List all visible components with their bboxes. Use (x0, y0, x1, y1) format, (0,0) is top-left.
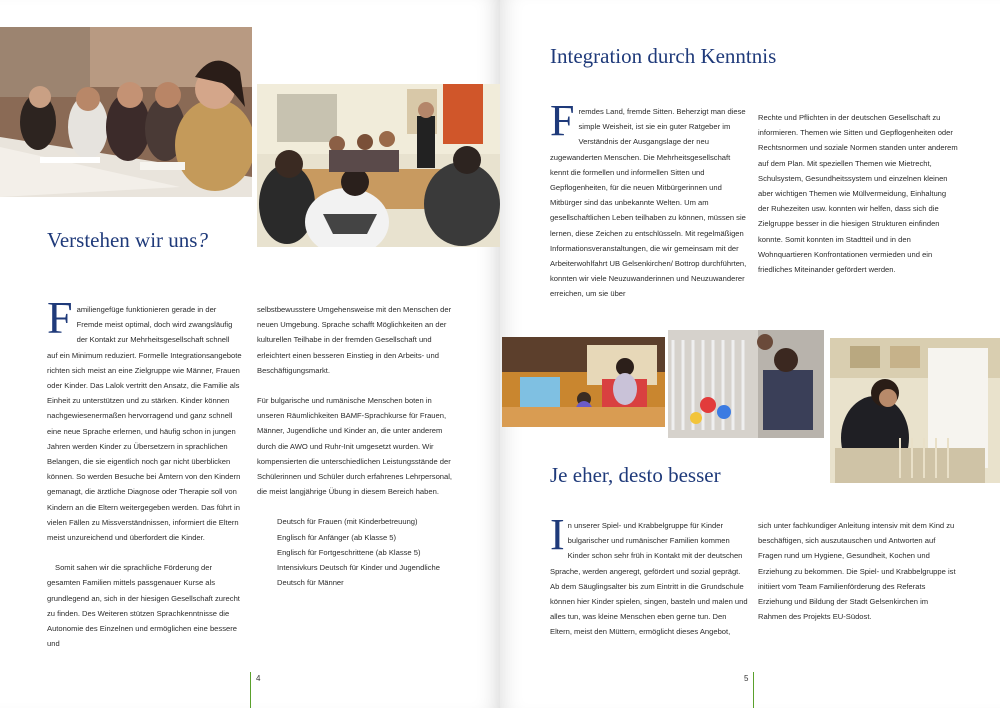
right-bottom-column-2 (758, 518, 958, 624)
heading-text: Verstehen wir uns (47, 228, 198, 252)
drop-cap: I (550, 510, 565, 559)
page-number-text: 5 (744, 674, 749, 683)
course-list (257, 514, 457, 590)
page-number-text: 4 (256, 674, 261, 683)
paragraph: Für bulgarische und rumänische Menschen boten in unseren Räumlichkeiten BAMF-Sprachkurse für Frauen, Männer, Jugendliche und Kinder an, die unter anderem durch die AWO und Ruhr-Init umgesetzt wurden. Wir kompensierten die unterschiedlichen Leistungsstände der Schülerinnen und Schüler durch erfahrenes Lehrpersonal, die meist langjährige Übung in diesem Bereich haben. (257, 396, 453, 497)
paragraph (550, 96, 748, 302)
list-item: Englisch für Anfänger (ab Klasse 5) (277, 532, 397, 542)
page-number (744, 672, 754, 708)
right-bottom-column-1 (550, 510, 750, 640)
paragraph: Somit sahen wir die sprachliche Förderung der gesamten Familien mittels passgenauer Kurse als grundlegend an, sich in der hiesigen Gesellschaft zurecht zu finden. Des Weiteren stützen Sprachkenntnisse die Autonomie des Einzelnen und ermöglichen eine bessere und (47, 563, 240, 649)
list-item: Deutsch für Frauen (mit Kinderbetreuung) (277, 517, 418, 527)
photo-playroom-3 (830, 338, 1000, 483)
list-item: Englisch für Fortgeschrittene (ab Klasse 5) (277, 547, 421, 557)
drop-cap: F (47, 292, 73, 343)
drop-cap: F (550, 96, 575, 145)
section-heading-je-eher: Je eher, desto besser (550, 463, 721, 487)
list-item: Deutsch für Männer (277, 578, 344, 588)
paragraph (550, 510, 750, 640)
photo-playroom-2 (668, 330, 824, 438)
list-item: Intensivkurs Deutsch für Kinder und Jugendliche (277, 563, 440, 573)
section-heading-verstehen (47, 228, 208, 253)
paragraph-text: remdes Land, fremde Sitten. Beherzigt man diese simple Weisheit, ist sie ein guter Ratgeber im Verständnis der Ausgangslage der neu zugewanderten Menschen. Die Mehrheitsgesellschaft kennt die formellen und informellen Sitten und Gepflogenheiten, für die neuen Mitbürgerinnen und Mitbürger sind das unbekannte Welten. Um am gesellschaftlichen Leben teilhaben zu können, müssen sie lernen, diese Zeichen zu entschlüsseln. Mit regelmäßigen Informationsveranstaltungen, die wir gemeinsam mit der Arbeiterwohlfahrt UB Gelsenkirchen/ Bottrop durchführten, konnten wir viele Neuzuwanderinnen und Neuzuwanderer erreichen, um sie über (550, 107, 747, 299)
photo-playroom-1 (502, 337, 665, 427)
paragraph (47, 292, 242, 545)
left-column-2 (257, 302, 457, 590)
paragraph-text: amiliengefüge funktionieren gerade in der Fremde meist optimal, doch wird zwangsläufig der Kontakt zur Mehrheitsgesellschaft schnell auf ein Minimum reduziert. Formelle Integrationsangebote richten sich meist an eine Zielgruppe wie Männer, Frauen oder Kinder. Das Lalok vertritt den Ansatz, die Familie als Einheit zu unterstützen und zu stärken. Kinder können nachgewiesenermaßen hervorragend und ganz schnell eine neue Sprache erlernen, und häufig schon in jungen Jahren werden Kinder zu Übersetzern in sprachlichen Belangen, die sie eigentlich noch gar nicht überblicken können. So werden Besuche bei Ämtern von den Kindern gemanagt, die ärztliche Diagnose oder Therapie soll von Kindern an die Eltern weitergegeben werden. Das führt in vielen Fällen zu Missverständnissen, informiert die Eltern meist unzureichend und überfordert die Kinder. (47, 305, 242, 543)
right-page (500, 0, 1000, 708)
heading-question-mark: ? (197, 228, 208, 252)
paragraph: sich unter fachkundiger Anleitung intensiv mit dem Kind zu beschäftigen, sich auszutauschen und Antworten auf Fragen rund um Hygiene, Gesundheit, Kochen und Erziehung zu bekommen. Die Spiel- und Krabbelgruppe ist initiiert vom Team Familienförderung des Referats Erziehung und Bildung der Stadt Gelsenkirchen im Rahmen des Projekts EU-Südost. (758, 521, 956, 622)
photo-men-seminar (257, 84, 503, 247)
right-top-column-1 (550, 96, 748, 302)
paragraph: Rechte und Pflichten in der deutschen Gesellschaft zu informieren. Themen wie Sitten und Gepflogenheiten oder Rechtsnormen und soziale Normen standen unter anderem auf dem Plan. Mit speziellen Themen wie Mietrecht, Schulsystem, Gesundheitssystem und einzelnen kleinen aber wichtigen Themen wie Müllvermeidung, Einhaltung der Ruhezeiten usw. konnten wir helfen, dass sich die Zielgruppe besser in die hiesigen Strukturen einfinden konnte. Somit konnten im Stadtteil und in den Wohnquartieren Konfrontationen vermieden und ein friedliches Miteinander gefördert werden. (758, 113, 958, 275)
photo-women-class (0, 27, 252, 197)
left-column-1 (47, 292, 242, 651)
section-heading-integration: Integration durch Kenntnis (550, 44, 777, 68)
right-top-column-2 (758, 110, 958, 277)
paragraph-text: n unserer Spiel- und Krabbelgruppe für Kinder bulgarischer und rumänischer Familien kommen Kinder schon sehr früh in Kontakt mit der deutschen Sprache, werden angeregt, gefördert und sozial geprägt. Ab dem Säuglingsalter bis zum Eintritt in die Grundschule können hier Kinder spielen, singen, basteln und malen und alles tun, was kleine Menschen eben gerne tun. Den Eltern, meist den Müttern, ermöglicht dieses Angebot, (550, 521, 748, 637)
paragraph: selbstbewusstere Umgehensweise mit den Menschen der neuen Umgebung. Sprache schafft Möglichkeiten an der kulturellen Teilhabe in der fremden Gesellschaft und erleichtert einen besseren Einstieg in den Arbeits- und Beschäftigungsmarkt. (257, 305, 452, 375)
page-number (250, 672, 260, 708)
